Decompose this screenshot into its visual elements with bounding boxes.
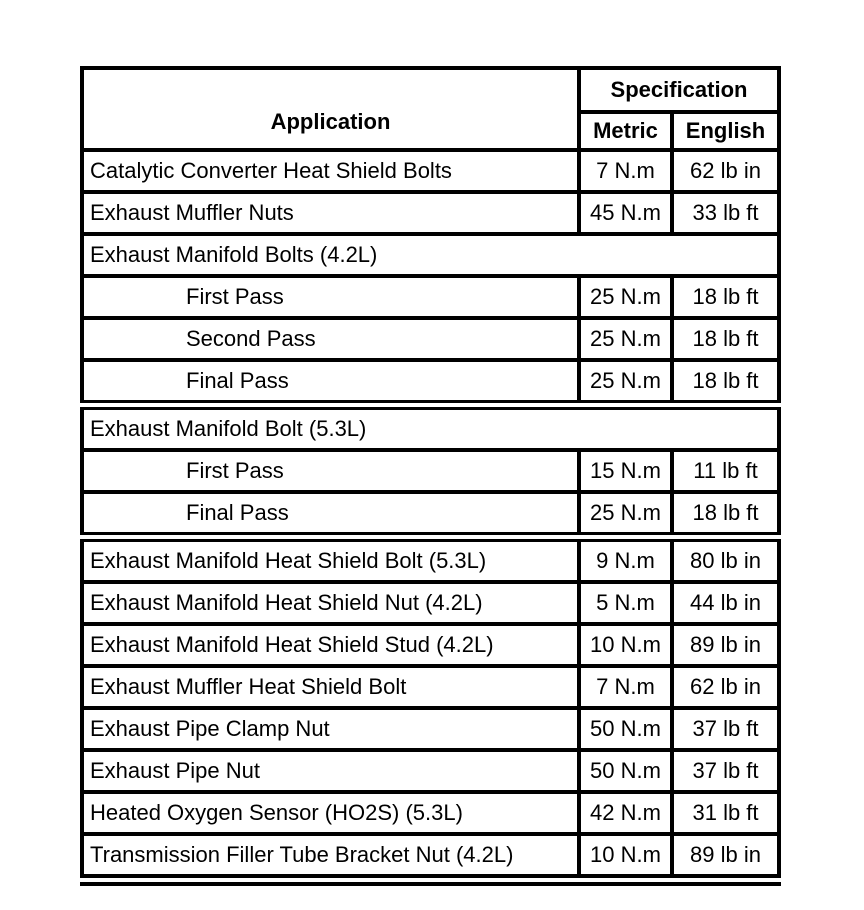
table-row (82, 150, 779, 192)
column-header-specification: Specification (579, 68, 779, 112)
english-value-cell: 44 lb in (672, 582, 779, 624)
table-row (82, 276, 779, 318)
english-value-cell: 37 lb ft (672, 708, 779, 750)
application-cell: Second Pass (82, 318, 579, 360)
table-row (82, 708, 779, 750)
english-value-cell: 18 lb ft (672, 276, 779, 318)
application-cell: First Pass (82, 276, 579, 318)
table-row (82, 624, 779, 666)
table-row (82, 492, 779, 537)
metric-value-cell: 25 N.m (579, 492, 672, 537)
metric-value-cell: 5 N.m (579, 582, 672, 624)
application-cell: Transmission Filler Tube Bracket Nut (4.2L) (82, 834, 579, 880)
metric-value-cell: 25 N.m (579, 360, 672, 405)
column-header-application: Application (82, 68, 579, 150)
metric-value-cell: 7 N.m (579, 666, 672, 708)
application-cell: Exhaust Muffler Heat Shield Bolt (82, 666, 579, 708)
english-value-cell: 31 lb ft (672, 792, 779, 834)
metric-value-cell: 9 N.m (579, 537, 672, 582)
application-cell: Exhaust Pipe Clamp Nut (82, 708, 579, 750)
table-row (82, 450, 779, 492)
metric-value-cell: 10 N.m (579, 834, 672, 880)
english-value-cell: 37 lb ft (672, 750, 779, 792)
application-cell: First Pass (82, 450, 579, 492)
table-row (82, 666, 779, 708)
metric-value-cell: 10 N.m (579, 624, 672, 666)
application-cell: Exhaust Manifold Heat Shield Stud (4.2L) (82, 624, 579, 666)
metric-value-cell: 15 N.m (579, 450, 672, 492)
metric-value-cell: 25 N.m (579, 318, 672, 360)
metric-value-cell: 42 N.m (579, 792, 672, 834)
application-cell: Exhaust Manifold Heat Shield Nut (4.2L) (82, 582, 579, 624)
table-row (82, 582, 779, 624)
application-cell: Exhaust Muffler Nuts (82, 192, 579, 234)
english-value-cell: 89 lb in (672, 624, 779, 666)
column-header-metric: Metric (579, 112, 672, 150)
english-value-cell: 11 lb ft (672, 450, 779, 492)
section-header-cell: Exhaust Manifold Bolt (5.3L) (82, 405, 779, 450)
english-value-cell: 80 lb in (672, 537, 779, 582)
english-value-cell: 33 lb ft (672, 192, 779, 234)
english-value-cell: 18 lb ft (672, 360, 779, 405)
table-row (82, 318, 779, 360)
table-row (82, 192, 779, 234)
metric-value-cell: 50 N.m (579, 750, 672, 792)
section-row (82, 405, 779, 450)
torque-spec-table (80, 66, 781, 886)
english-value-cell: 62 lb in (672, 666, 779, 708)
application-cell: Exhaust Manifold Heat Shield Bolt (5.3L) (82, 537, 579, 582)
english-value-cell: 89 lb in (672, 834, 779, 880)
metric-value-cell: 7 N.m (579, 150, 672, 192)
table-row (82, 360, 779, 405)
application-cell: Final Pass (82, 492, 579, 537)
table-row (82, 834, 779, 880)
english-value-cell: 18 lb ft (672, 492, 779, 537)
english-value-cell: 18 lb ft (672, 318, 779, 360)
header-row-specification (82, 68, 779, 112)
column-header-english: English (672, 112, 779, 150)
metric-value-cell: 25 N.m (579, 276, 672, 318)
application-cell: Final Pass (82, 360, 579, 405)
application-cell: Catalytic Converter Heat Shield Bolts (82, 150, 579, 192)
table-row (82, 750, 779, 792)
english-value-cell: 62 lb in (672, 150, 779, 192)
metric-value-cell: 50 N.m (579, 708, 672, 750)
metric-value-cell: 45 N.m (579, 192, 672, 234)
table-row (82, 792, 779, 834)
table-row (82, 537, 779, 582)
application-cell: Heated Oxygen Sensor (HO2S) (5.3L) (82, 792, 579, 834)
section-header-cell: Exhaust Manifold Bolts (4.2L) (82, 234, 779, 276)
application-cell: Exhaust Pipe Nut (82, 750, 579, 792)
section-row (82, 234, 779, 276)
